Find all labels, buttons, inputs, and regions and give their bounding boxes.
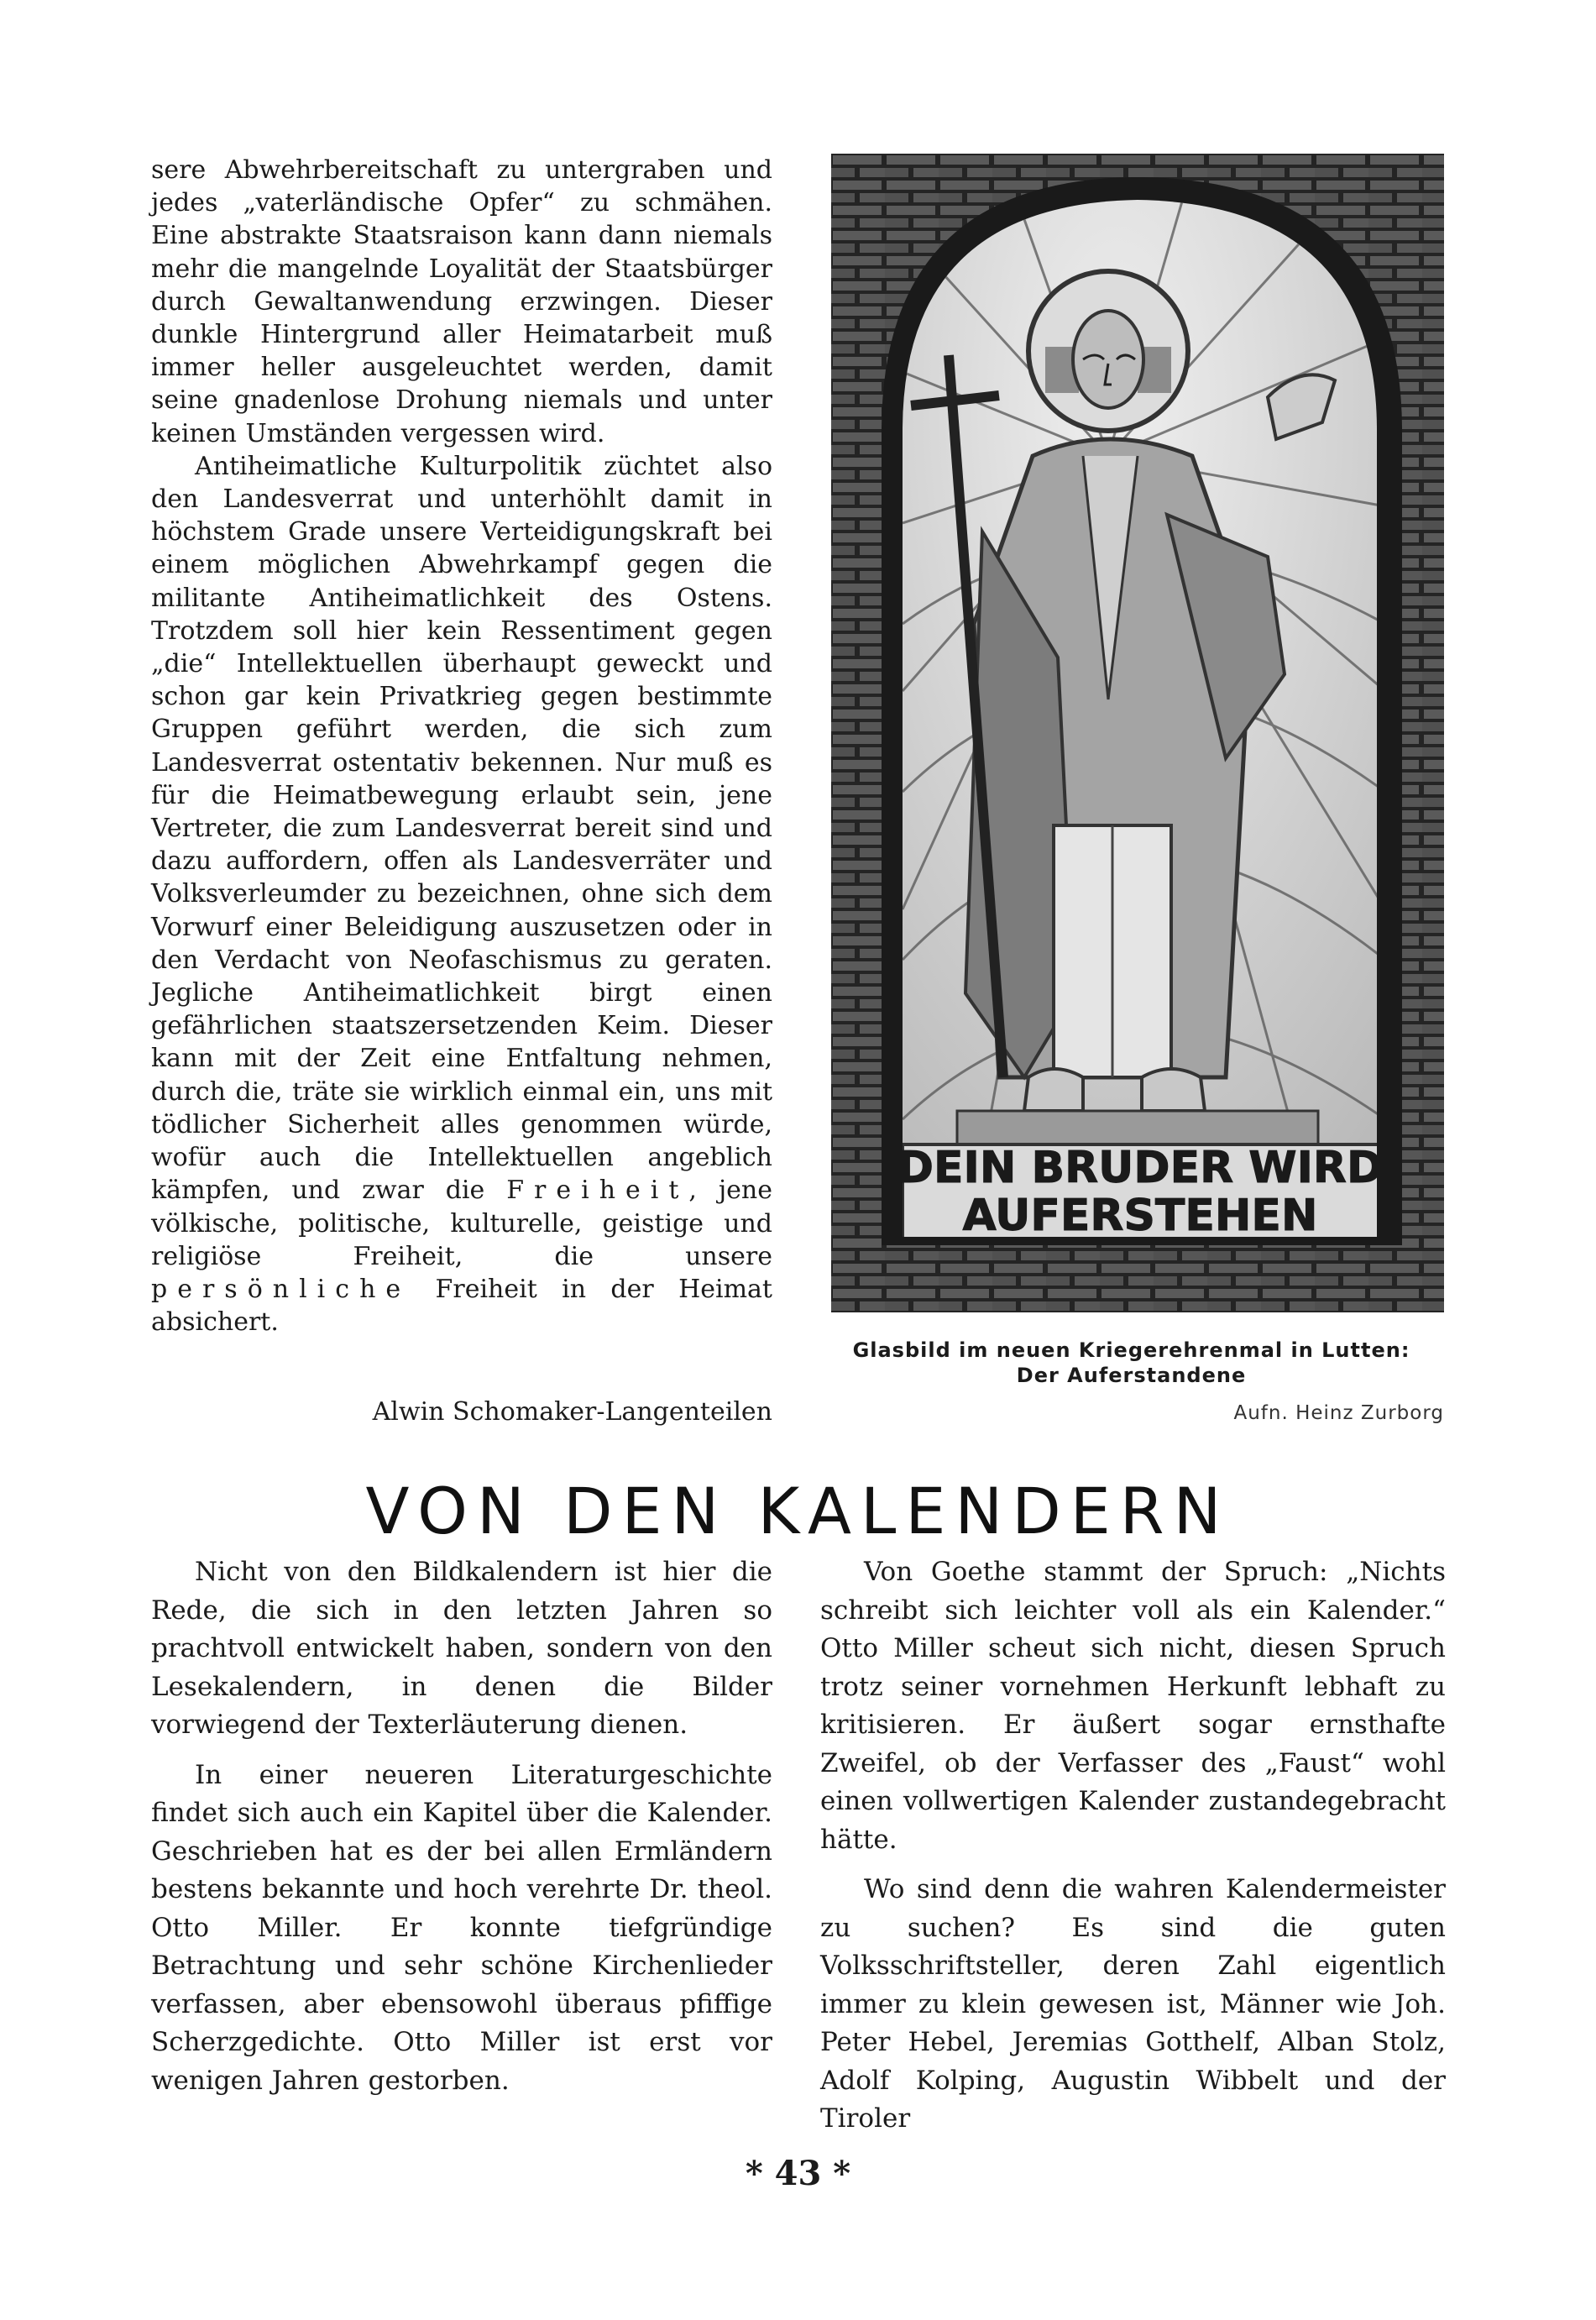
article-column-bottom-left (151, 1553, 772, 2100)
inscription-line-2: AUFERSTEHEN (962, 1191, 1318, 1241)
article-column-bottom-right (820, 1553, 1446, 2139)
spaced-word: Freiheit (506, 1176, 689, 1206)
article-column-top-left (151, 154, 772, 1338)
author-signature: Alwin Schomaker-Langenteilen (372, 1397, 772, 1427)
caption-line: Der Auferstandene (1016, 1364, 1247, 1387)
page-number: * 43 * (745, 2154, 851, 2193)
caption-line: Glasbild im neuen Kriegerehrenmal in Lutten: (852, 1338, 1410, 1362)
paragraph: Von Goethe stammt der Spruch: „Nichts schreibt sich leichter voll als ein Kalender.“ Otto Miller scheut sich nicht, diesen Spruch trotz seiner vornehmen Herkunft lebhaft zu kritisieren. Er äußert sogar ernsthafte Zweifel, ob der Verfasser des „Faust“ wohl einen vollwertigen Kalender zustandegebracht hätte. (820, 1557, 1446, 1855)
spaced-word: persönliche (151, 1274, 411, 1304)
inscription-line-1: DEIN BRUDER WIRD (897, 1143, 1384, 1193)
paragraph: Nicht von den Bildkalendern ist hier die Rede, die sich in den letzten Jahren so prachtvoll entwickelt haben, sondern von den Lesekalendern, in denen die Bilder vorwiegend der Texterläuterung dienen. (151, 1557, 772, 1740)
paragraph: sere Abwehrbereitschaft zu untergraben und jedes „vaterländische Opfer“ zu schmähen. Eine abstrakte Staatsraison kann dann niemals mehr die mangelnde Loyalität der Staatsbürger durch Gewaltanwendung erzwingen. Dieser dunkle Hintergrund aller Heimatarbeit muß immer heller ausgeleuchtet werden, damit seine gnadenlose Drohung niemals und unter keinen Umständen vergessen wird. (151, 155, 772, 448)
paragraph: Wo sind denn die wahren Kalendermeister zu suchen? Es sind die guten Volksschriftsteller, deren Zahl eigentlich immer zu klein gewesen ist, Männer wie Joh. Peter Hebel, Jeremias Gotthelf, Alban Stolz, Adolf Kolping, Augustin Wibbelt und der Tiroler (820, 1874, 1446, 2134)
stained-glass-photo (831, 154, 1444, 1312)
article-heading: VON DEN KALENDERN (365, 1474, 1231, 1548)
photo-credit: Aufn. Heinz Zurborg (1233, 1402, 1444, 1424)
photo-caption (819, 1338, 1444, 1388)
paragraph: In einer neueren Literaturgeschichte findet sich auch ein Kapitel über die Kalender. Geschrieben hat es der bei allen Ermländern bestens bekannte und hoch verehrte Dr. theol. Otto Miller. Er konnte tiefgründige Betrachtung und sehr schöne Kirchenlieder verfassen, aber ebensowohl überaus pfiffige Scherzgedichte. Otto Miller ist erst vor wenigen Jahren gestorben. (151, 1759, 772, 2096)
paragraph: Antiheimatliche Kulturpolitik züchtet also den Landesverrat und unterhöhlt damit in höchstem Grade unsere Verteidigungskraft bei einem möglichen Abwehrkampf gegen die militante Antiheimatlichkeit des Ostens. Trotzdem soll hier kein Ressentiment gegen „die“ Intellektuellen überhaupt geweckt und schon gar kein Privatkrieg gegen bestimmte Gruppen geführt werden, die sich zum Landesverrat ostentativ bekennen. Nur muß es für die Heimatbewegung erlaubt sein, jene Vertreter, die zum Landesverrat bereit sind und dazu auffordern, offen als Landesverräter und Volksverleumder zu bezeichnen, ohne sich dem Vorwurf einer Beleidigung auszusetzen oder in den Verdacht von Neofaschismus zu geraten. Jegliche Antiheimatlichkeit birgt einen gefährlichen staatszersetzenden Keim. Dieser kann mit der Zeit eine Entfaltung nehmen, durch die, träte sie wirklich einmal ein, uns mit tödlicher Sicherheit alles genommen würde, wofür auch die Intellektuellen angeblich kämpfen, und zwar die Freiheit, jene völkische, politische, kulturelle, geistige und religiöse Freiheit, die unsere persönliche Freiheit in der Heimat absichert. (151, 451, 772, 1338)
